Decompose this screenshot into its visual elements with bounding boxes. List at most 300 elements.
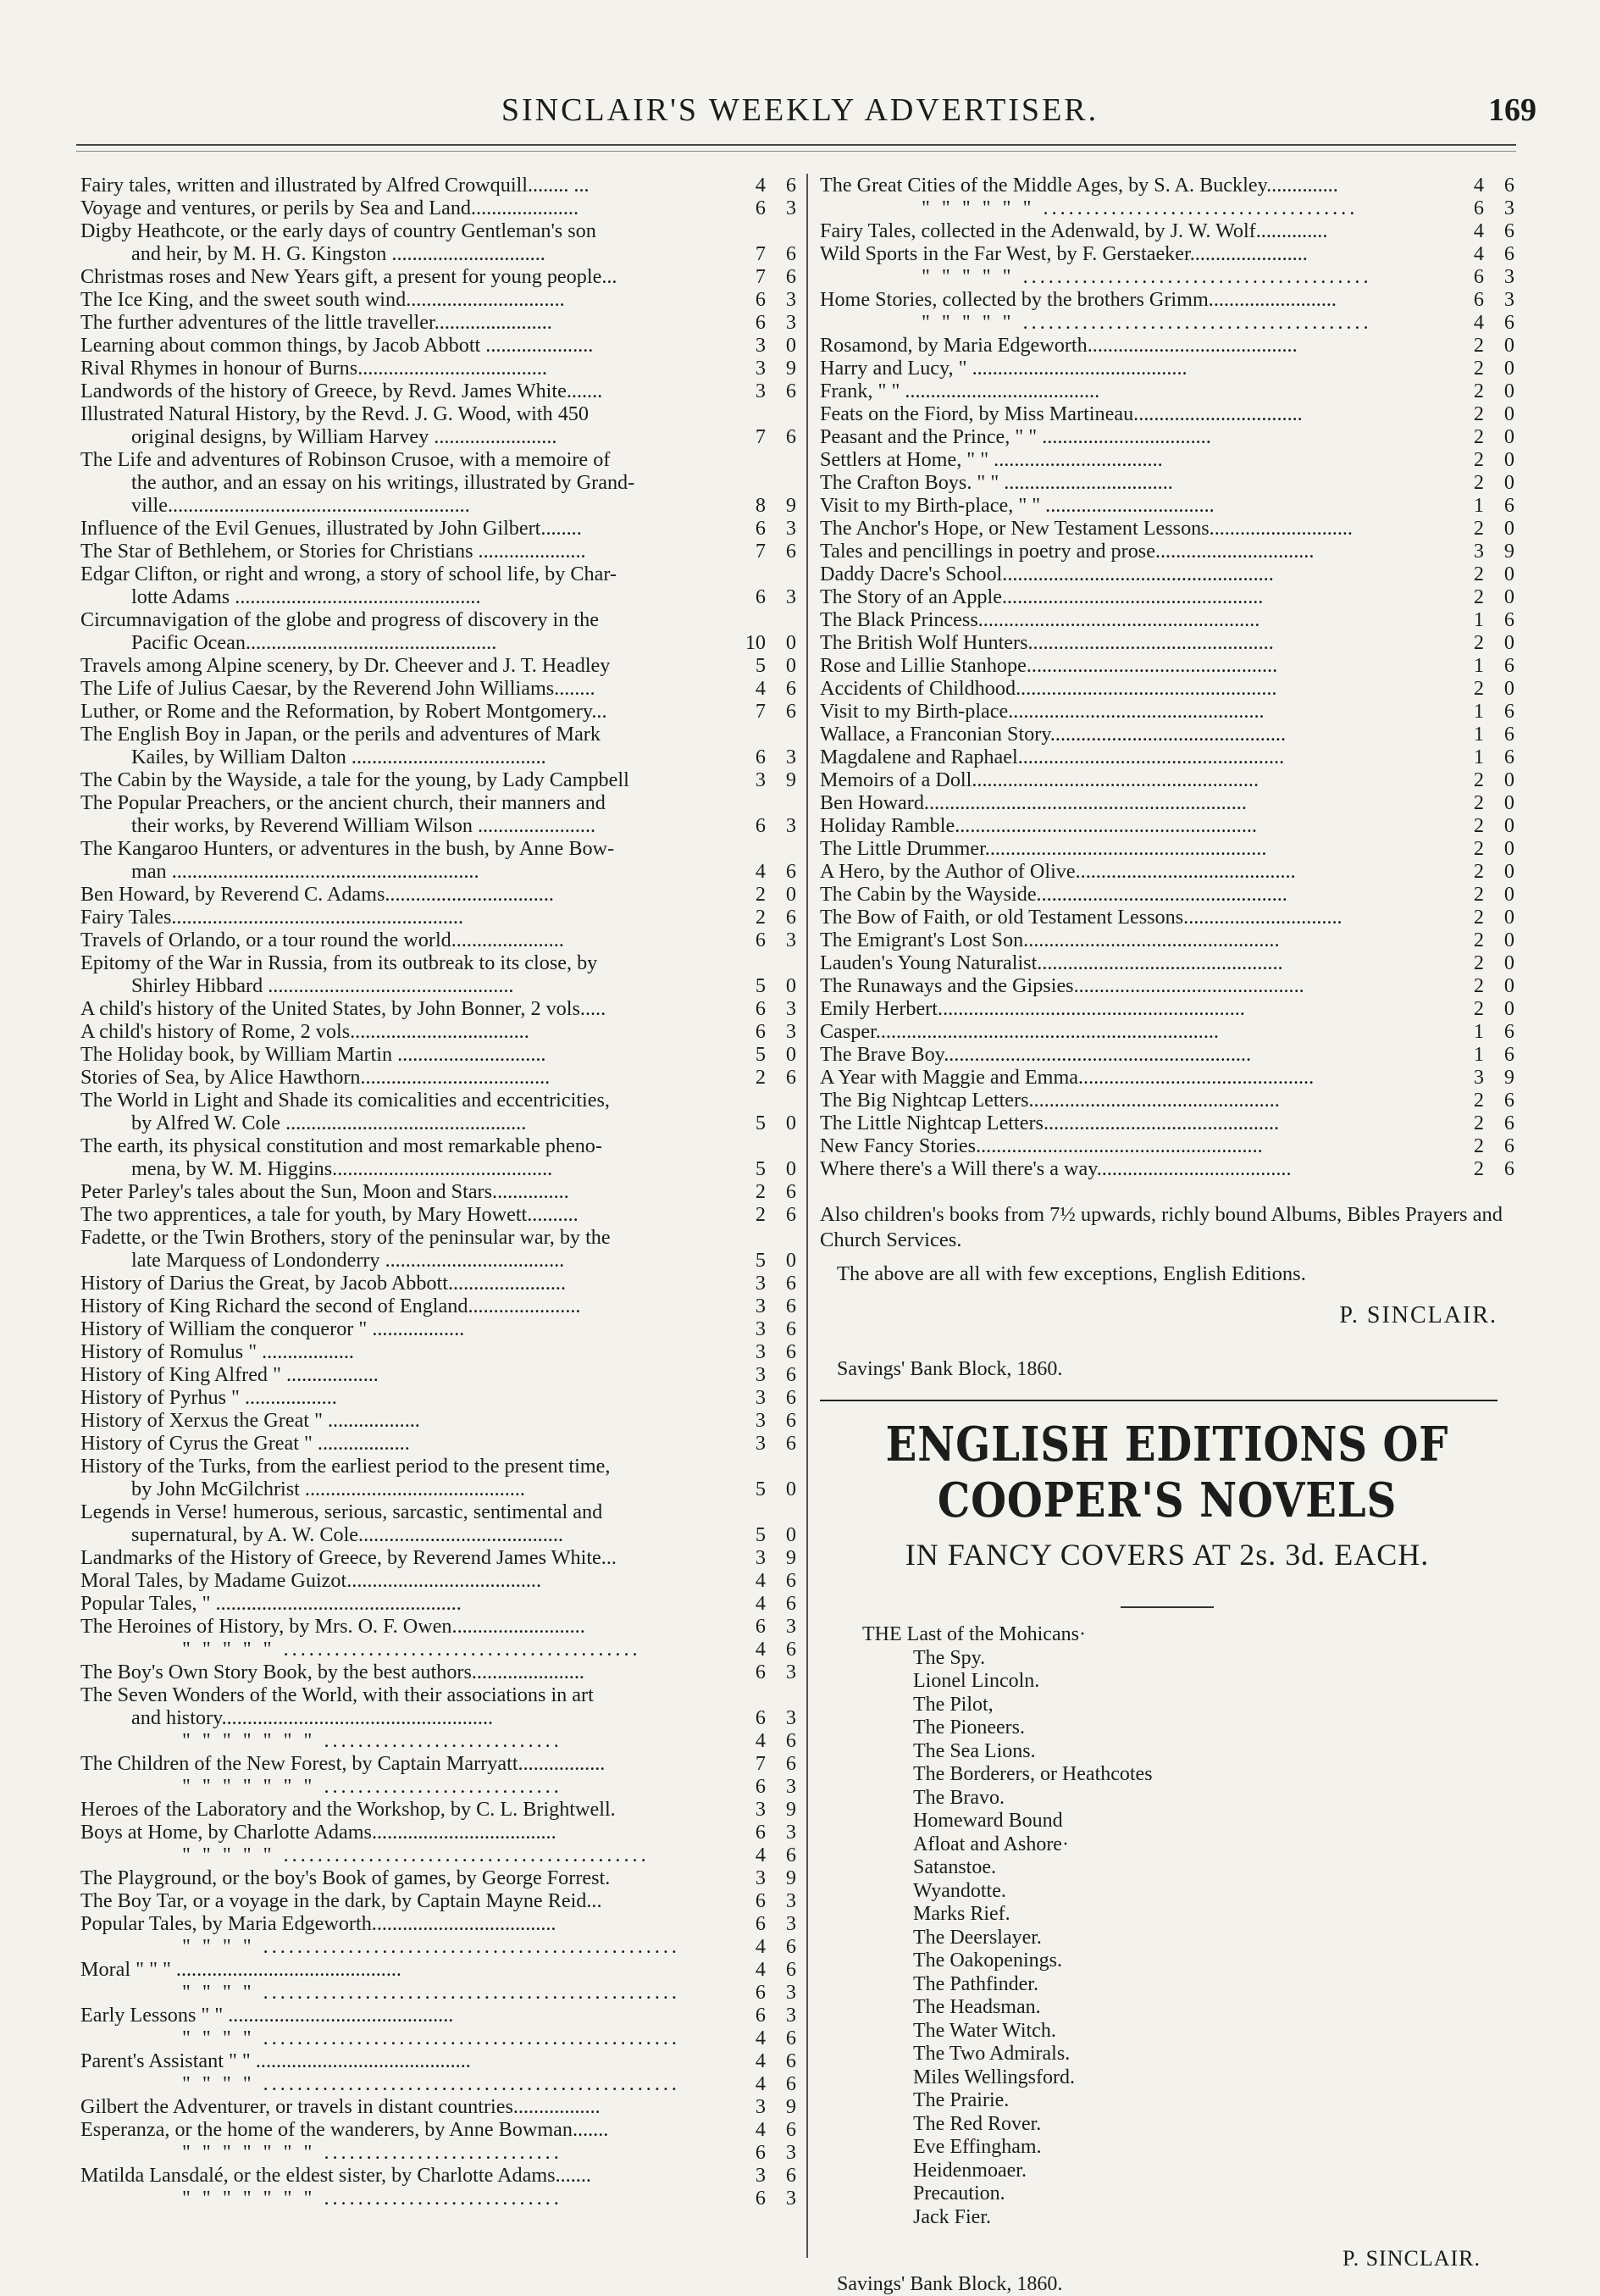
price-shillings: 4 [755, 1844, 766, 1866]
book-title: Landmarks of the History of Greece, by Reverend James White... [80, 1546, 617, 1569]
novel-title: Jack Fier. [913, 2205, 991, 2228]
list-item [80, 1089, 796, 1112]
price-pence: 0 [1503, 677, 1514, 700]
list-item [80, 1706, 796, 1729]
list-item [820, 677, 1514, 700]
price-shillings: 7 [755, 700, 766, 723]
price-shillings: 2 [755, 1203, 766, 1226]
price-pence: 9 [785, 1546, 796, 1569]
price-pence: 0 [785, 1157, 796, 1180]
price-shillings: 6 [755, 1020, 766, 1043]
price-shillings: 2 [1473, 471, 1484, 494]
price-shillings: 4 [755, 860, 766, 883]
list-item [80, 174, 796, 197]
novel-title: Lionel Lincoln. [913, 1670, 1040, 1692]
price-shillings: 6 [755, 1775, 766, 1798]
list-item [80, 1020, 796, 1043]
book-title: The Children of the New Forest, by Captain Marryatt................. [80, 1752, 606, 1775]
price-shillings: 2 [1473, 837, 1484, 860]
list-item [820, 631, 1514, 654]
list-item [80, 1889, 796, 1912]
price-pence: 3 [785, 1661, 796, 1683]
book-title: The Kangaroo Hunters, or adventures in the bush, by Anne Bow- [80, 837, 615, 860]
list-item [80, 1340, 796, 1363]
price-pence: 0 [1503, 929, 1514, 951]
list-item [80, 1821, 796, 1844]
price-shillings: 3 [755, 1340, 766, 1363]
list-item [80, 380, 796, 402]
price-shillings: 3 [1473, 1066, 1484, 1089]
book-title: Influence of the Evil Genues, illustrated by John Gilbert........ [80, 517, 582, 540]
book-title: man ............................................................ [131, 860, 479, 883]
editions-note: The above are all with few exceptions, English Editions. [837, 1262, 1306, 1285]
price-shillings: 4 [755, 2049, 766, 2072]
list-item [80, 357, 796, 380]
price-pence: 0 [1503, 906, 1514, 929]
price-shillings: 4 [755, 1958, 766, 1981]
book-title: Feats on the Fiord, by Miss Martineau................................. [820, 402, 1303, 425]
book-title: History of Cyrus the Great " .................. [80, 1432, 410, 1455]
price-pence: 6 [785, 860, 796, 883]
book-title: A child's history of Rome, 2 vols................................... [80, 1020, 529, 1043]
list-item [80, 1958, 796, 1981]
book-title: Kailes, by William Dalton ...................................... [131, 746, 546, 768]
price-pence: 0 [1503, 814, 1514, 837]
list-item [80, 1592, 796, 1615]
list-item [80, 1317, 796, 1340]
book-title: " " " " " ......................................... [922, 311, 1372, 334]
price-pence: 6 [785, 906, 796, 929]
price-pence: 3 [1503, 288, 1514, 311]
list-item [80, 1409, 796, 1432]
list-item [820, 929, 1514, 951]
book-title: Settlers at Home, " " ................................. [820, 448, 1163, 471]
book-title: Holiday Ramble........................................................... [820, 814, 1257, 837]
price-shillings: 2 [1473, 860, 1484, 883]
list-item [80, 1752, 796, 1775]
price-pence: 0 [785, 974, 796, 997]
book-title: " " " " " .......................................... [182, 1638, 641, 1661]
book-title: The Heroines of History, by Mrs. O. F. Owen.......................... [80, 1615, 585, 1638]
list-item [80, 860, 796, 883]
book-title: supernatural, by A. W. Cole........................................ [131, 1523, 563, 1546]
price-pence: 6 [785, 1295, 796, 1317]
list-item [820, 1043, 1514, 1066]
book-title: The Great Cities of the Middle Ages, by S. A. Buckley.............. [820, 174, 1338, 197]
book-title: The World in Light and Shade its comicalities and eccentricities, [80, 1089, 610, 1112]
novel-title: The Two Admirals. [913, 2043, 1071, 2065]
novel-title: The Water Witch. [913, 2019, 1056, 2042]
price-pence: 3 [785, 814, 796, 837]
book-title: Travels among Alpine scenery, by Dr. Cheever and J. T. Headley [80, 654, 611, 677]
price-pence: 3 [785, 1020, 796, 1043]
price-shillings: 2 [755, 906, 766, 929]
price-pence: 0 [1503, 334, 1514, 357]
list-item [820, 197, 1514, 219]
price-pence: 9 [1503, 1066, 1514, 1089]
book-title: The Popular Preachers, or the ancient church, their manners and [80, 791, 606, 814]
book-title: Popular Tales, " ................................................ [80, 1592, 462, 1615]
price-shillings: 3 [755, 768, 766, 791]
book-title: Fairy Tales......................................................... [80, 906, 464, 929]
list-item [80, 654, 796, 677]
price-pence: 0 [1503, 997, 1514, 1020]
price-shillings: 4 [755, 2072, 766, 2095]
price-pence: 6 [1503, 608, 1514, 631]
list-item [80, 242, 796, 265]
price-pence: 3 [785, 1775, 796, 1798]
book-title: Casper................................................................... [820, 1020, 1219, 1043]
price-pence: 6 [785, 677, 796, 700]
list-item [80, 2004, 796, 2027]
book-title: " " " " ................................................. [182, 1981, 680, 2004]
price-pence: 6 [785, 1432, 796, 1455]
price-pence: 9 [785, 1866, 796, 1889]
book-title: Landwords of the history of Greece, by Revd. James White....... [80, 380, 603, 402]
book-title: mena, by W. M. Higgins........................................... [131, 1157, 553, 1180]
price-pence: 0 [785, 1478, 796, 1500]
list-item [80, 1523, 796, 1546]
price-pence: 6 [785, 2049, 796, 2072]
price-shillings: 2 [1473, 357, 1484, 380]
list-item [820, 174, 1514, 197]
price-pence: 0 [785, 1249, 796, 1272]
list-item [820, 974, 1514, 997]
list-item [820, 768, 1514, 791]
price-pence: 6 [785, 540, 796, 563]
list-item [80, 197, 796, 219]
book-title: Learning about common things, by Jacob Abbott ..................... [80, 334, 594, 357]
price-shillings: 6 [755, 997, 766, 1020]
price-shillings: 2 [1473, 1089, 1484, 1112]
price-pence: 9 [785, 357, 796, 380]
book-title: " " " " ................................................. [182, 2027, 680, 2049]
price-pence: 0 [1503, 883, 1514, 906]
price-shillings: 6 [1473, 288, 1484, 311]
price-pence: 6 [785, 1386, 796, 1409]
book-title: Popular Tales, by Maria Edgeworth.................................... [80, 1912, 556, 1935]
price-pence: 3 [785, 1821, 796, 1844]
price-pence: 6 [785, 1203, 796, 1226]
price-pence: 6 [785, 1958, 796, 1981]
list-item [80, 1661, 796, 1683]
list-item [820, 219, 1514, 242]
list-item [820, 471, 1514, 494]
price-shillings: 3 [755, 1546, 766, 1569]
cooper-place-date: Savings' Bank Block, 1860. [837, 2273, 1063, 2295]
book-title: Heroes of the Laboratory and the Workshop, by C. L. Brightwell. [80, 1798, 616, 1821]
list-item [80, 997, 796, 1020]
book-title: The Crafton Boys. " " ................................. [820, 471, 1173, 494]
list-item [820, 494, 1514, 517]
book-title: Tales and pencillings in poetry and prose............................... [820, 540, 1315, 563]
price-pence: 3 [785, 311, 796, 334]
price-shillings: 5 [755, 1043, 766, 1066]
list-item [80, 837, 796, 860]
list-item [80, 288, 796, 311]
book-title: Emily Herbert............................................................ [820, 997, 1245, 1020]
price-shillings: 1 [1473, 654, 1484, 677]
price-shillings: 5 [755, 1523, 766, 1546]
book-title: Magdalene and Raphael.................................................... [820, 746, 1285, 768]
list-item [80, 1226, 796, 1249]
novel-title: The Oakopenings. [913, 1949, 1062, 1972]
book-title: " " " " ................................................. [182, 2072, 680, 2095]
book-title: Edgar Clifton, or right and wrong, a story of school life, by Char- [80, 563, 617, 585]
price-shillings: 6 [755, 1912, 766, 1935]
book-title: New Fancy Stories........................................................ [820, 1134, 1263, 1157]
book-title: Visit to my Birth-place, " " ................................. [820, 494, 1215, 517]
book-title: Travels of Orlando, or a tour round the world...................... [80, 929, 564, 951]
price-shillings: 6 [755, 585, 766, 608]
list-item [80, 746, 796, 768]
price-shillings: 2 [1473, 1134, 1484, 1157]
list-item [820, 791, 1514, 814]
book-title: original designs, by William Harvey ........................ [131, 425, 557, 448]
list-item [80, 265, 796, 288]
book-title: The Seven Wonders of the World, with their associations in art [80, 1683, 594, 1706]
price-shillings: 6 [755, 1889, 766, 1912]
novel-title: The Borderers, or Heathcotes [913, 1763, 1153, 1785]
cooper-headline: ENGLISH EDITIONS OF COOPER'S NOVELS [885, 1417, 1449, 1528]
place-date: Savings' Bank Block, 1860. [837, 1358, 1063, 1380]
list-item [80, 1775, 796, 1798]
list-item [80, 2095, 796, 2118]
list-item [820, 1089, 1514, 1112]
book-title: Christmas roses and New Years gift, a present for young people... [80, 265, 617, 288]
price-shillings: 3 [755, 1295, 766, 1317]
price-shillings: 3 [755, 1409, 766, 1432]
header-rule [76, 144, 1516, 152]
price-pence: 0 [1503, 837, 1514, 860]
novel-title: The Sea Lions. [913, 1739, 1036, 1762]
price-pence: 3 [785, 517, 796, 540]
price-pence: 0 [785, 1112, 796, 1134]
price-pence: 6 [1503, 174, 1514, 197]
price-pence: 6 [1503, 700, 1514, 723]
book-title: ville........................................................... [131, 494, 470, 517]
price-shillings: 5 [755, 1112, 766, 1134]
novel-title: The Red Rover. [913, 2112, 1042, 2135]
price-shillings: 4 [755, 1569, 766, 1592]
price-shillings: 4 [1473, 242, 1484, 265]
list-item [80, 1112, 796, 1134]
price-shillings: 6 [755, 311, 766, 334]
book-title: Peasant and the Prince, " " ................................. [820, 425, 1211, 448]
list-item [820, 814, 1514, 837]
price-pence: 6 [785, 1180, 796, 1203]
list-item [80, 1203, 796, 1226]
price-shillings: 2 [1473, 997, 1484, 1020]
novel-title: The Pilot, [913, 1693, 994, 1716]
list-item [80, 1180, 796, 1203]
price-shillings: 6 [1473, 197, 1484, 219]
price-shillings: 4 [755, 1592, 766, 1615]
list-item [80, 1729, 796, 1752]
list-item [820, 1066, 1514, 1089]
price-pence: 6 [785, 265, 796, 288]
list-item [80, 471, 796, 494]
book-title: Epitomy of the War in Russia, from its outbreak to its close, by [80, 951, 598, 974]
list-item [820, 746, 1514, 768]
book-title: " " " " " " " ............................ [182, 2141, 562, 2164]
list-item [80, 2118, 796, 2141]
book-title: Illustrated Natural History, by the Revd. J. G. Wood, with 450 [80, 402, 589, 425]
price-pence: 0 [785, 631, 796, 654]
list-item [80, 2187, 796, 2210]
price-shillings: 2 [1473, 402, 1484, 425]
price-shillings: 3 [755, 1317, 766, 1340]
list-item [80, 1386, 796, 1409]
book-title: The Holiday book, by William Martin ............................. [80, 1043, 546, 1066]
price-pence: 6 [785, 1729, 796, 1752]
book-title: Shirley Hibbard ................................................ [131, 974, 514, 997]
book-title: The Bow of Faith, or old Testament Lessons............................... [820, 906, 1343, 929]
price-pence: 0 [785, 883, 796, 906]
price-shillings: 5 [755, 1249, 766, 1272]
list-item [80, 517, 796, 540]
list-item [820, 723, 1514, 746]
price-shillings: 5 [755, 654, 766, 677]
book-title: Accidents of Childhood................................................... [820, 677, 1277, 700]
column-divider [806, 174, 808, 2258]
price-pence: 6 [785, 1066, 796, 1089]
book-title: A child's history of the United States, by John Bonner, 2 vols..... [80, 997, 606, 1020]
list-item [80, 563, 796, 585]
list-item [820, 700, 1514, 723]
price-pence: 3 [785, 1889, 796, 1912]
novel-title: The Bravo. [913, 1786, 1005, 1809]
novel-title: The Deerslayer. [913, 1926, 1042, 1949]
book-title: Where there's a Will there's a way...................................... [820, 1157, 1292, 1180]
price-pence: 6 [785, 2072, 796, 2095]
price-shillings: 2 [1473, 631, 1484, 654]
book-title: History of King Alfred " .................. [80, 1363, 379, 1386]
price-pence: 6 [785, 2118, 796, 2141]
list-item [820, 265, 1514, 288]
book-title: The Life of Julius Caesar, by the Reverend John Williams........ [80, 677, 595, 700]
price-shillings: 6 [755, 814, 766, 837]
list-item [80, 585, 796, 608]
price-shillings: 7 [755, 425, 766, 448]
book-title: and history..................................................... [131, 1706, 494, 1729]
book-title: History of Darius the Great, by Jacob Abbott....................... [80, 1272, 567, 1295]
price-shillings: 4 [755, 174, 766, 197]
price-shillings: 2 [755, 1066, 766, 1089]
price-shillings: 7 [755, 242, 766, 265]
price-pence: 0 [1503, 380, 1514, 402]
price-shillings: 4 [1473, 219, 1484, 242]
novel-title: Heidenmoaer. [913, 2159, 1027, 2182]
book-title: Stories of Sea, by Alice Hawthorn..................................... [80, 1066, 551, 1089]
book-title: The Boy Tar, or a voyage in the dark, by Captain Mayne Reid... [80, 1889, 602, 1912]
list-item [80, 448, 796, 471]
book-title: The Anchor's Hope, or New Testament Lessons............................ [820, 517, 1353, 540]
book-title: Wild Sports in the Far West, by F. Gerstaeker....................... [820, 242, 1308, 265]
list-item [820, 906, 1514, 929]
book-title: late Marquess of Londonderry ................................... [131, 1249, 565, 1272]
list-item [80, 951, 796, 974]
book-title: Rosamond, by Maria Edgeworth......................................... [820, 334, 1298, 357]
price-pence: 0 [785, 334, 796, 357]
list-item [820, 997, 1514, 1020]
list-item [820, 883, 1514, 906]
price-shillings: 6 [755, 929, 766, 951]
book-title: " " " " ................................................. [182, 1935, 680, 1958]
price-pence: 0 [1503, 402, 1514, 425]
price-shillings: 8 [755, 494, 766, 517]
price-shillings: 2 [1473, 425, 1484, 448]
price-pence: 0 [1503, 471, 1514, 494]
price-pence: 6 [785, 1752, 796, 1775]
list-item [80, 2049, 796, 2072]
book-title: History of Romulus " .................. [80, 1340, 354, 1363]
book-title: The Cabin by the Wayside, a tale for the young, by Lady Campbell [80, 768, 629, 791]
price-pence: 0 [785, 1523, 796, 1546]
book-title: The Boy's Own Story Book, by the best authors...................... [80, 1661, 584, 1683]
novel-title: Eve Effingham. [913, 2136, 1042, 2158]
list-item [80, 2164, 796, 2187]
list-item [80, 883, 796, 906]
list-item [820, 448, 1514, 471]
book-title: Pacific Ocean................................................. [131, 631, 497, 654]
book-title: Lauden's Young Naturalist................................................ [820, 951, 1283, 974]
price-pence: 3 [785, 2004, 796, 2027]
price-shillings: 3 [1473, 540, 1484, 563]
list-item [80, 1066, 796, 1089]
book-title: History of William the conqueror " .................. [80, 1317, 465, 1340]
list-item [80, 1134, 796, 1157]
price-shillings: 2 [1473, 883, 1484, 906]
book-title: The further adventures of the little traveller....................... [80, 311, 552, 334]
price-pence: 6 [785, 1935, 796, 1958]
price-pence: 6 [785, 425, 796, 448]
price-shillings: 2 [1473, 334, 1484, 357]
list-item [820, 540, 1514, 563]
list-item [80, 814, 796, 837]
price-shillings: 10 [745, 631, 766, 654]
book-title: Harry and Lucy, " .......................................... [820, 357, 1188, 380]
novel-title: Wyandotte. [913, 1879, 1006, 1902]
book-title: The Brave Boy............................................................ [820, 1043, 1252, 1066]
book-title: Moral " " " ............................................ [80, 1958, 401, 1981]
price-shillings: 6 [755, 2141, 766, 2164]
price-shillings: 2 [1473, 517, 1484, 540]
price-pence: 3 [785, 2141, 796, 2164]
cooper-signature: P. SINCLAIR. [1343, 2246, 1481, 2271]
price-pence: 0 [785, 654, 796, 677]
list-item [80, 1935, 796, 1958]
list-item [820, 517, 1514, 540]
price-pence: 6 [785, 1638, 796, 1661]
novel-title: Miles Wellingsford. [913, 2066, 1075, 2088]
list-item [80, 1981, 796, 2004]
list-item [80, 1455, 796, 1478]
list-item [820, 563, 1514, 585]
price-pence: 0 [1503, 768, 1514, 791]
price-pence: 3 [785, 1615, 796, 1638]
book-title: their works, by Reverend William Wilson ....................... [131, 814, 596, 837]
price-shillings: 4 [755, 2027, 766, 2049]
book-title: The Big Nightcap Letters................................................. [820, 1089, 1280, 1112]
price-shillings: 4 [755, 2118, 766, 2141]
novel-title: The Headsman. [913, 1996, 1041, 2018]
price-shillings: 6 [755, 2004, 766, 2027]
price-shillings: 1 [1473, 608, 1484, 631]
price-pence: 3 [785, 929, 796, 951]
price-shillings: 6 [755, 1615, 766, 1638]
book-title: The two apprentices, a tale for youth, by Mary Howett.......... [80, 1203, 579, 1226]
